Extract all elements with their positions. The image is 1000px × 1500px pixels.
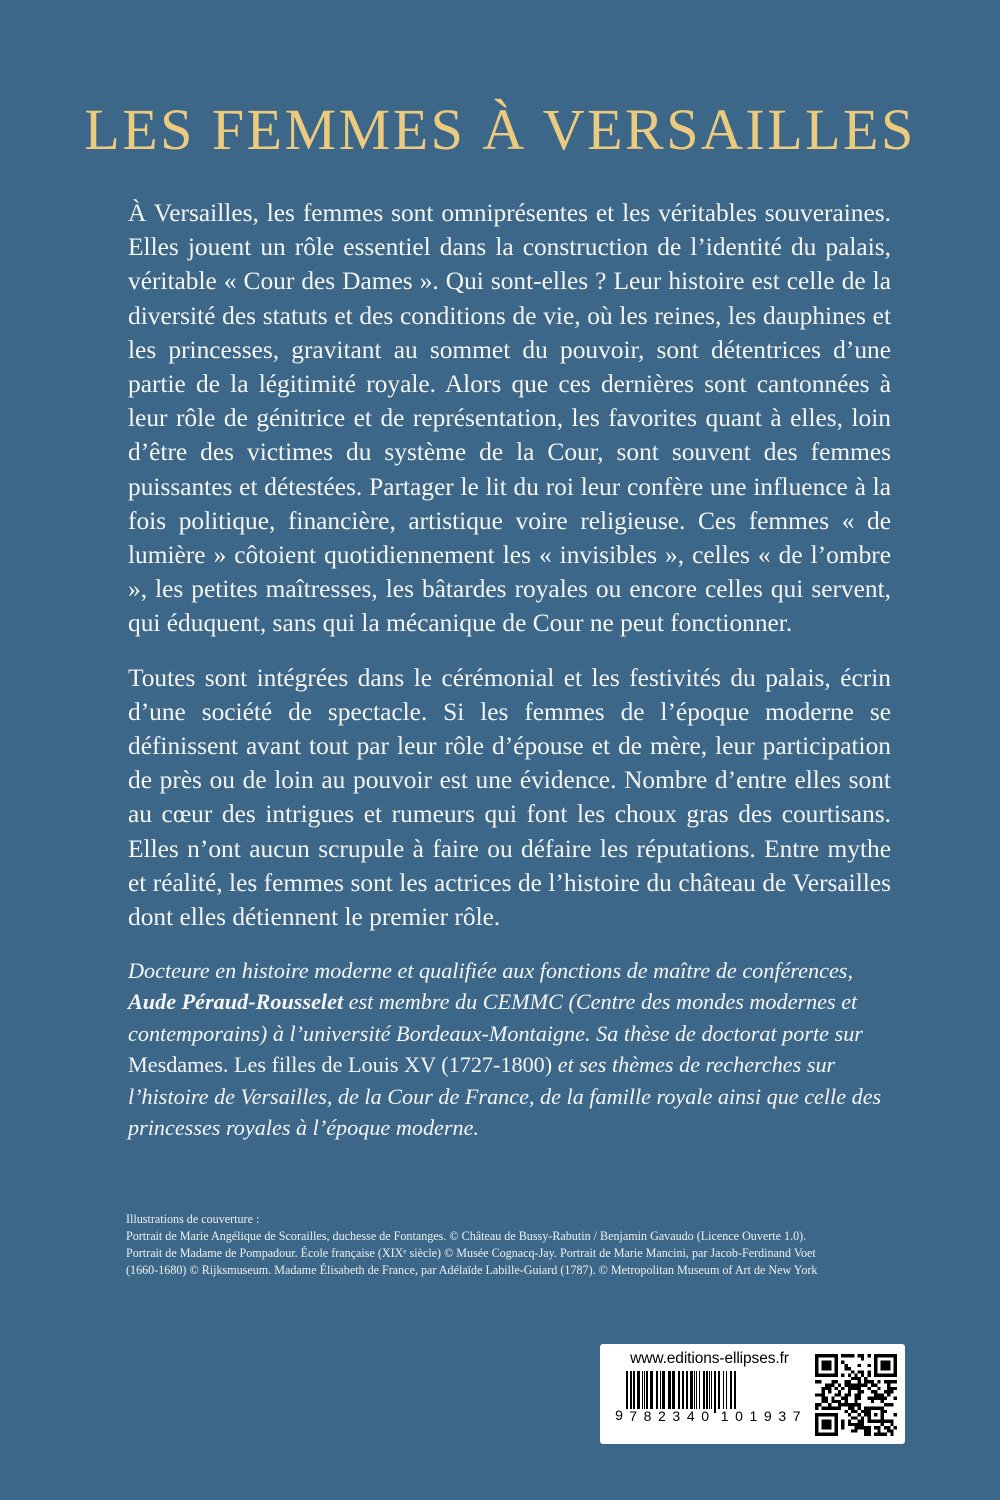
bio-segment-3: et ses thèmes de recherches sur l’histoire de Versailles, de la Cour de France, de la famille royale ainsi que celle des princesses royales à l’époque moderne. [128,1052,882,1141]
bio-segment-1: Docteure en histoire moderne et qualifiée aux fonctions de maître de conférences, [128,958,853,983]
credits-heading: Illustrations de couverture : [126,1212,260,1226]
page-title: LES FEMMES À VERSAILLES [84,96,916,162]
ean-digit: 3 [672,1408,681,1424]
author-name: Aude Péraud-Rousselet [128,989,344,1015]
cover-illustration-credits [126,1211,826,1279]
bio-segment-2: est membre du CEMMC (Centre des mondes modernes et contemporains) à l’université Bordeaux-Montaigne. Sa thèse de doctorat porte sur [128,989,863,1046]
ean-digit: 3 [778,1408,787,1424]
ean-digit: 1 [749,1408,758,1424]
barcode-bar-strip [626,1371,804,1413]
barcode-digits [626,1409,804,1423]
ean13-barcode [615,1371,804,1423]
qr-code-icon[interactable] [815,1354,897,1436]
isbn-barcode-panel [600,1344,905,1444]
ean-lead-digit: 9 [615,1407,623,1423]
ean-digit: 7 [629,1408,637,1424]
ean-digit: 0 [735,1408,743,1424]
ean-digit: 9 [763,1408,772,1424]
ean-group-left [626,1409,713,1423]
ean-group-right [717,1409,804,1423]
ean-digit: 4 [686,1408,695,1424]
blurb-text [128,196,891,934]
thesis-title: Mesdames. Les filles de Louis XV (1727-1800) [128,1052,553,1078]
blurb-paragraph-1: À Versailles, les femmes sont omniprésentes et les véritables souveraines. Elles jouent un rôle essentiel dans la construction de l’identité du palais, véritable « Cour des Dames ». Qui sont-elles ? Leur histoire est celle de la diversité des statuts et des conditions de vie, où les reines, les dauphines et les princesses, gravitant au sommet du pouvoir, sont détentrices d’une partie de la légitimité royale. Alors que ces dernières sont cantonnées à leur rôle de génitrice et de représentation, les favorites quant à elles, loin d’être des victimes du système de la Cour, sont souvent des femmes puissantes et détestées. Partager le lit du roi leur confère une influence à la fois politique, financière, artistique voire religieuse. Ces femmes « de lumière » côtoient quotidiennement les « invisibles », celles « de l’ombre », les petites maîtresses, les bâtardes royales ou encore celles qui servent, qui éduquent, sans qui la mécanique de Cour ne peut fonctionner. [128,199,891,638]
credits-body: Portrait de Marie Angélique de Scorailles, duchesse de Fontanges. © Château de Bussy-Rabutin / Benjamin Gavaudo (Licence Ouverte 1.0). Portrait de Madame de Pompadour. École française (XIXᵉ siècle) © Musée Cognacq-Jay. Portrait de Marie Mancini, par Jacob-Ferdinand Voet (1660-1680) © Rijksmuseum. Madame Élisabeth de France, par Adélaïde Labille-Guiard (1787). © Metropolitan Museum of Art de New York [126,1229,818,1278]
ean-digit: 2 [658,1408,666,1424]
ean-digit: 7 [792,1408,801,1424]
ean-digit: 1 [720,1408,729,1424]
blurb-paragraph-2: Toutes sont intégrées dans le cérémonial et les festivités du palais, écrin d’une société de spectacle. Si les femmes de l’époque moderne se définissent avant tout par leur rôle d’épouse et de mère, leur participation de près ou de loin au pouvoir est une évidence. Nombre d’entre elles sont au cœur des intrigues et rumeurs qui font les choux gras des courtisans. Elles n’ont aucun scrupule à faire ou défaire les réputations. Entre mythe et réalité, les femmes sont les actrices de l’histoire du château de Versailles dont elles détiennent le premier rôle. [128,663,891,932]
ean-digit: 8 [643,1408,652,1424]
author-bio [128,955,891,1143]
ean-digit: 0 [701,1408,710,1424]
barcode-bars [626,1371,804,1423]
barcode-left-column [610,1350,809,1439]
publisher-website-url: www.editions-ellipses.fr [630,1350,789,1367]
